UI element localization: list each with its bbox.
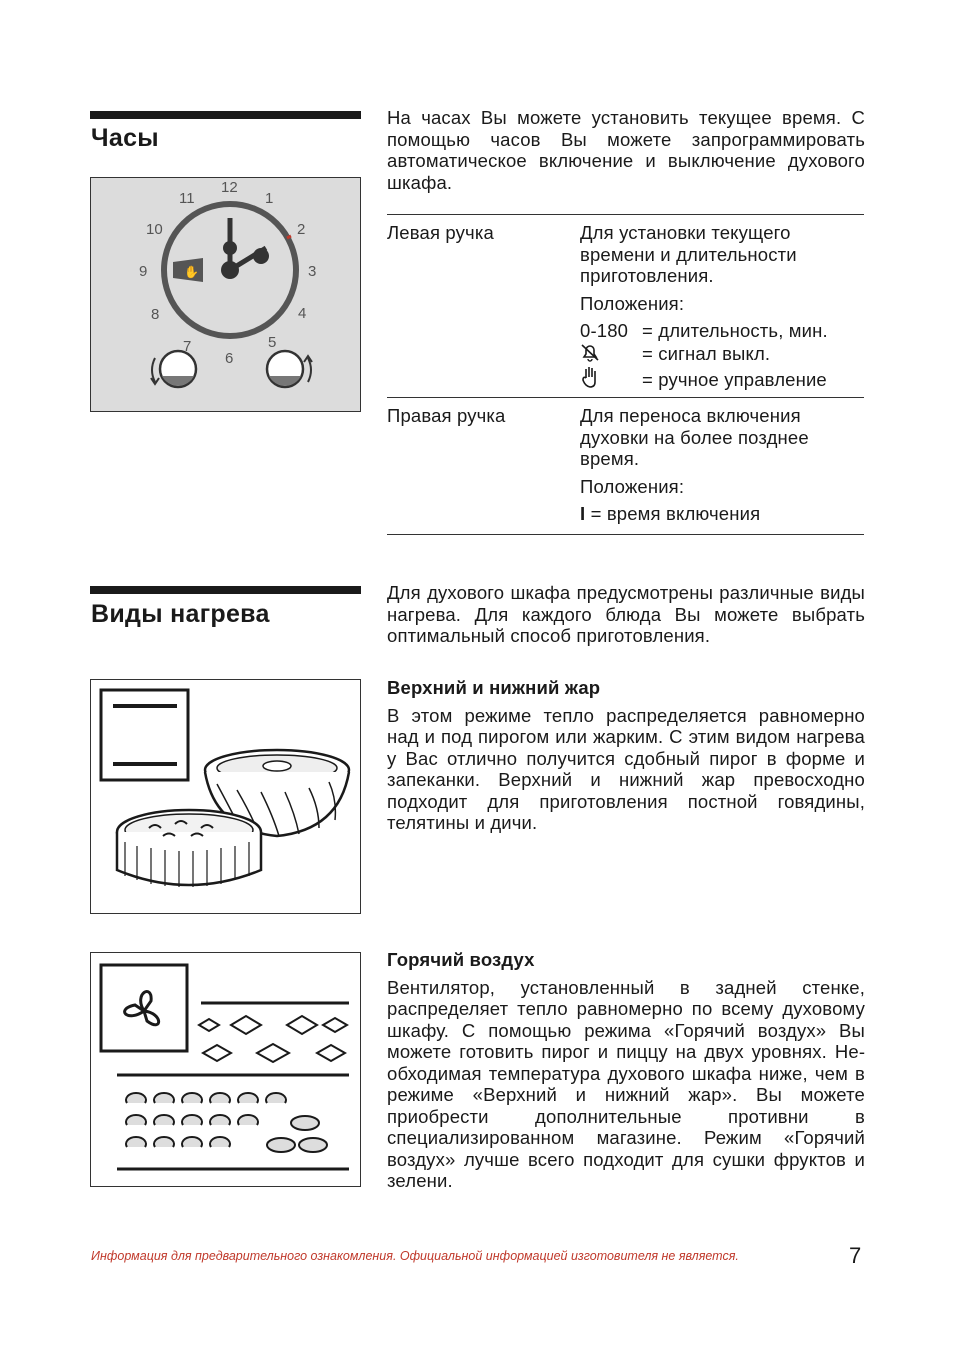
dial-number: 3 — [308, 263, 317, 280]
dial-number: 5 — [268, 334, 277, 351]
clock-illustration — [90, 177, 361, 412]
hot-air-illustration — [90, 952, 361, 1187]
hot-air-fan-icon — [91, 953, 361, 1187]
hand-icon — [580, 366, 600, 388]
section-rule-heating — [90, 586, 361, 594]
position-text: = длительность, мин. — [642, 320, 828, 341]
right-knob-details — [580, 405, 862, 525]
dial-number: 1 — [265, 190, 274, 207]
right-knob-positions-label: Положения: — [580, 475, 685, 497]
position-text: = сигнал выкл. — [642, 343, 771, 364]
top-bottom-heat-icon — [91, 680, 361, 914]
position-symbol-cell — [580, 366, 642, 393]
clock-intro — [387, 107, 865, 193]
position-row — [580, 366, 862, 393]
dial-number: 9 — [139, 263, 148, 280]
mode-text: Вентилятор, установленный в задней стенке, распределяет тепло равномерно по всему духовому шкафу. С помощью режима «Горячий воздух» Вы можете готовить пирог и пиццу на двух уровнях. Необходимая температура духового шкафа ниже, чем в режиме «Верхний и нижний жар». Вы можете приобрести дополнительные противни в специализированном магазине. Режим «Горячий воздух» лучше всего подходит для сушки фруктов и зелени. — [387, 976, 865, 1191]
right-knob-label: Правая ручка — [387, 405, 506, 426]
mode-text: В этом режиме тепло распределяется равномерно над и под пирогом или жарким. С этим видом нагрева у Вас отлично получится сдобный пирог в форме и запеканки. Верхний и нижний жар превосходно подходит для приготовления постной говядины, телятины и дичи. — [387, 704, 865, 833]
dial-number: 4 — [298, 305, 307, 322]
clock-intro-text: На часах Вы можете установить текущее время. С помощью часов Вы можете запрограммировать автоматическое включение и выключение духового шкафа. — [387, 107, 865, 193]
section-title-clock: Часы — [91, 124, 159, 152]
bell-off-icon — [580, 342, 600, 362]
section-title-heating: Виды нагрева — [91, 600, 270, 628]
position-symbol: I — [580, 503, 586, 524]
section-rule-clock — [90, 111, 361, 119]
position-symbol-cell — [580, 342, 642, 367]
dial-number: 11 — [179, 190, 195, 207]
table-rule-middle — [387, 397, 864, 398]
left-knob-details — [580, 222, 862, 393]
dial-number: 10 — [146, 221, 163, 238]
top-bottom-heat-illustration — [90, 679, 361, 914]
svg-text:✋: ✋ — [184, 265, 199, 279]
dial-number: 12 — [221, 179, 238, 196]
footer-disclaimer: Информация для предварительного ознакомления. Официальной информацией изготовителя не является. — [91, 1249, 739, 1263]
left-knob-desc: Для установки текущего времени и длительности приготовления. — [580, 222, 797, 286]
page-number: 7 — [849, 1243, 862, 1268]
position-row — [580, 342, 862, 367]
right-knob-desc: Для переноса включения духовки на более позднее время. — [580, 405, 809, 469]
dial-number: 7 — [183, 338, 192, 355]
clock-dial-icon — [91, 178, 361, 412]
left-knob-positions-label: Положения: — [580, 292, 685, 314]
left-knob-positions — [580, 320, 862, 393]
position-row — [580, 320, 862, 342]
dial-number: 6 — [225, 350, 234, 367]
table-rule-bottom — [387, 534, 864, 535]
position-text: = время включения — [585, 503, 761, 524]
right-knob-position — [580, 503, 862, 525]
heating-intro-text: Для духового шкафа предусмотрены различные виды нагрева. Для каждого блюда Вы можете выбрать оптимальный способ приготовления. — [387, 582, 865, 646]
position-symbol: 0-180 — [580, 320, 629, 341]
mode-title: Горячий воздух — [387, 949, 535, 970]
table-rule-top — [387, 214, 864, 215]
mode-title: Верхний и нижний жар — [387, 677, 601, 698]
dial-number: 8 — [151, 306, 160, 323]
heating-intro — [387, 582, 865, 647]
mode-hot-air — [387, 949, 865, 1192]
position-text: = ручное управление — [642, 368, 827, 390]
left-knob-label: Левая ручка — [387, 222, 494, 243]
dial-number: 2 — [297, 221, 306, 238]
mode-top-bottom-heat — [387, 677, 865, 834]
